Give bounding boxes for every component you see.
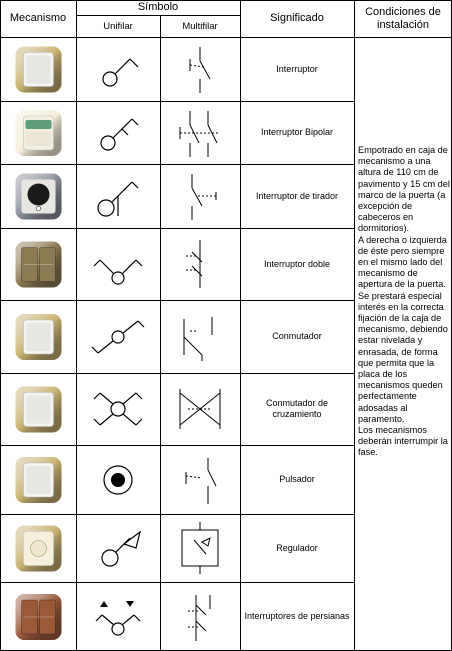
mechanism-photo-1 <box>1 38 76 101</box>
table-border <box>354 0 355 651</box>
unifilar-symbol-5 <box>78 307 158 367</box>
table-border <box>0 514 354 515</box>
table-border <box>0 164 354 165</box>
mechanism-photo-3 <box>1 165 76 228</box>
mechanism-photo-6 <box>1 374 76 445</box>
significado-5: Conmutador <box>272 331 322 341</box>
header-mecanismo: Mecanismo <box>9 12 67 24</box>
mechanism-photo-2 <box>1 102 76 164</box>
header-multifilar: Multifilar <box>182 20 218 32</box>
multifilar-symbol-7 <box>162 450 238 510</box>
unifilar-symbol-6 <box>78 379 158 439</box>
unifilar-symbol-1 <box>78 39 158 99</box>
table-border <box>0 445 354 446</box>
unifilar-symbol-4 <box>78 234 158 294</box>
significado-8: Regulador <box>276 542 318 553</box>
significado-6: Conmutador de cruzamiento <box>265 398 329 419</box>
multifilar-symbol-6 <box>162 379 238 439</box>
significado-7: Pulsador <box>279 474 315 484</box>
multifilar-symbol-2 <box>162 103 238 163</box>
multifilar-symbol-3 <box>162 166 238 226</box>
header-simbolo: Símbolo <box>137 1 179 13</box>
multifilar-symbol-5 <box>162 307 238 367</box>
table-border <box>0 0 1 651</box>
multifilar-symbol-4 <box>162 234 238 294</box>
multifilar-symbol-9 <box>162 587 238 647</box>
table-border <box>240 0 241 651</box>
table-border <box>76 15 240 16</box>
header-unifilar: Unifilar <box>103 20 133 32</box>
unifilar-symbol-2 <box>78 103 158 163</box>
significado-1: Interruptor <box>276 63 318 74</box>
header-significado: Significado <box>270 12 324 24</box>
table-border <box>0 582 354 583</box>
mechanism-photo-8 <box>1 515 76 582</box>
significado-4: Interruptor doble <box>263 258 331 269</box>
mechanism-photo-7 <box>1 446 76 514</box>
condiciones-text: Empotrado en caja de mecanismo a una altura de 110 cm de pavimento y 15 cm del marco de la puerta (a excepción de cabeceros en dormitorios). A derecha o izquierda de éste pero siempre en el mismo lado del mecanismo de apertura de la puerta. Se prestará especial interés en la correcta fijación de la caja de mecanismo, debiendo estar nivelada y enrasada, de forma que permita que la placa de los mecanismos queden perfectamente adosadas al paramento. Los mecanismos deberán interrumpir la fase. <box>358 145 450 458</box>
multifilar-symbol-1 <box>162 39 238 99</box>
significado-2: Interruptor Bipolar <box>260 127 334 137</box>
table-border <box>160 15 161 651</box>
table-border <box>0 300 354 301</box>
table-border <box>0 0 452 1</box>
mechanism-photo-9 <box>1 583 76 651</box>
unifilar-symbol-8 <box>78 518 158 578</box>
mechanism-photo-5 <box>1 301 76 373</box>
table-border <box>0 228 354 229</box>
table-border <box>0 37 452 38</box>
significado-9: Interruptores de persianas <box>244 611 350 621</box>
header-condiciones: Condiciones de instalación <box>365 5 441 31</box>
table-border <box>0 101 354 102</box>
table-border <box>76 0 77 651</box>
unifilar-symbol-3 <box>78 166 158 226</box>
unifilar-symbol-7 <box>78 450 158 510</box>
unifilar-symbol-9 <box>78 587 158 647</box>
multifilar-symbol-8 <box>162 518 238 578</box>
mechanism-photo-4 <box>1 229 76 300</box>
table-border <box>0 373 354 374</box>
significado-3: Interruptor de tirador <box>255 190 339 201</box>
